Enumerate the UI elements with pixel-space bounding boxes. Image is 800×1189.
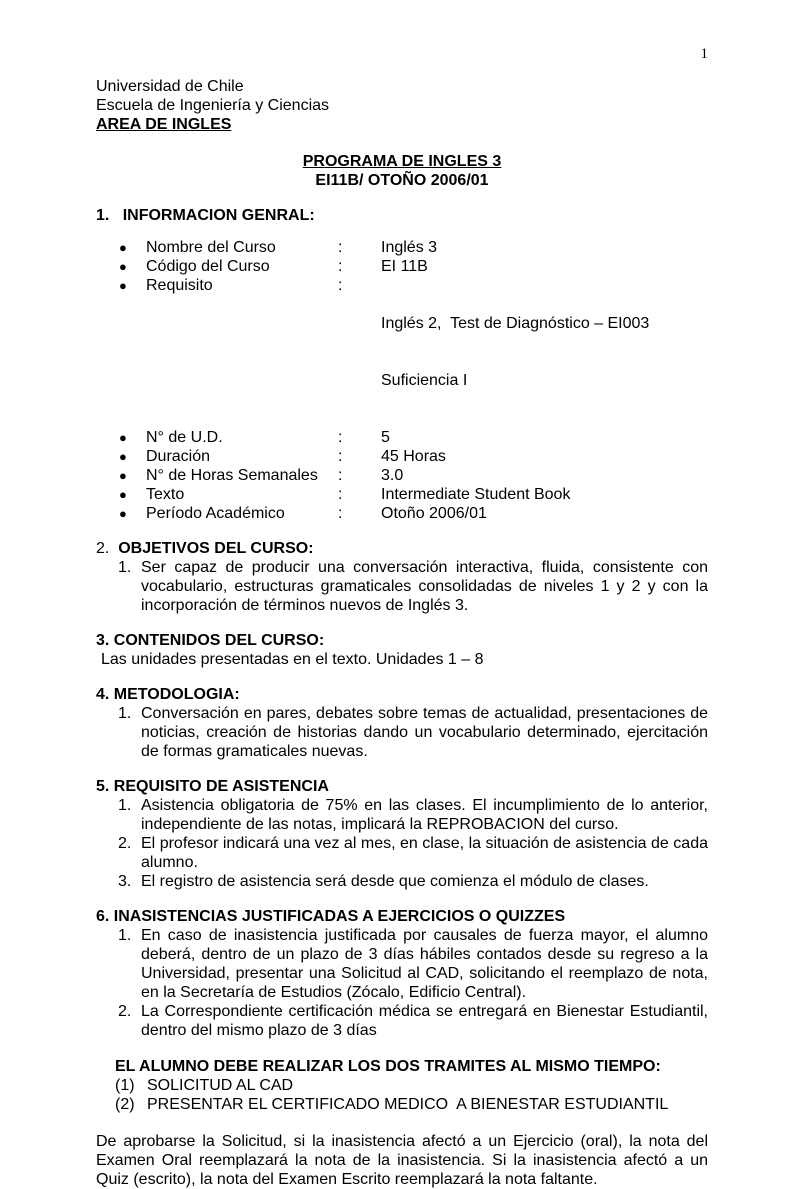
bullet-icon: ● bbox=[119, 278, 127, 293]
item-text: SOLICITUD AL CAD bbox=[147, 1077, 294, 1094]
item-text: Asistencia obligatoria de 75% en las clases. El incumplimiento de lo anterior, independiente de las notas, implicará la REPROBACION del curso. bbox=[141, 797, 708, 833]
section-requisito-asistencia bbox=[96, 777, 708, 891]
section-number: 2. bbox=[96, 540, 119, 557]
item-number: (2) bbox=[115, 1096, 135, 1113]
section-contenidos bbox=[96, 631, 708, 669]
info-label: N° de Horas Semanales bbox=[146, 467, 318, 484]
section-number: 5. bbox=[96, 778, 114, 795]
list-item bbox=[96, 834, 708, 872]
item-number: 1. bbox=[118, 797, 132, 814]
letterhead-school: Escuela de Ingeniería y Ciencias bbox=[96, 97, 330, 114]
item-text: En caso de inasistencia justificada por causales de fuerza mayor, el alumno deberá, dentro de un plazo de 3 días hábiles contados desde su regreso a la Universidad, presentar una Solicitud al CAD, solicitando el reemplazo de nota, en la Secretaría de Estudios (Zócalo, Edificio Central). bbox=[141, 927, 708, 1001]
section-heading bbox=[96, 206, 708, 225]
info-label: Texto bbox=[146, 486, 185, 503]
notice-heading: EL ALUMNO DEBE REALIZAR LOS DOS TRAMITES AL MISMO TIEMPO: bbox=[115, 1058, 661, 1075]
bullet-icon: ● bbox=[119, 430, 127, 445]
section-objetivos bbox=[96, 539, 708, 615]
bullet-icon: ● bbox=[119, 259, 127, 274]
info-value: 3.0 bbox=[381, 467, 404, 484]
item-text: Ser capaz de producir una conversación interactiva, fluida, consistente con vocabulario, estructuras gramaticales consolidadas de niveles 1 y 2 y con la incorporación de términos nuevos de Inglés 3. bbox=[141, 559, 708, 614]
section-informacion-general bbox=[96, 206, 708, 523]
info-value: EI 11B bbox=[381, 258, 428, 275]
item-number: 1. bbox=[118, 705, 132, 722]
info-row-periodo bbox=[96, 504, 708, 523]
bullet-icon: ● bbox=[119, 487, 127, 502]
item-number: 2. bbox=[118, 1003, 132, 1020]
section-title: CONTENIDOS DEL CURSO: bbox=[113, 632, 325, 649]
notice-block bbox=[96, 1057, 708, 1114]
item-number: 1. bbox=[118, 927, 132, 944]
list-item bbox=[96, 796, 708, 834]
section-inasistencias bbox=[96, 907, 708, 1040]
info-value: Inglés 3 bbox=[381, 239, 438, 256]
info-row-ud bbox=[96, 428, 708, 447]
page-number: 1 bbox=[700, 46, 708, 62]
info-value: 45 Horas bbox=[381, 448, 446, 465]
list-item bbox=[96, 926, 708, 1002]
bullet-icon: ● bbox=[119, 240, 127, 255]
section-heading bbox=[96, 685, 708, 704]
section-heading bbox=[96, 777, 708, 796]
info-colon: : bbox=[338, 239, 343, 256]
section-title: INASISTENCIAS JUSTIFICADAS A EJERCICIOS O QUIZZES bbox=[113, 908, 566, 925]
item-text: El registro de asistencia será desde que comienza el módulo de clases. bbox=[141, 873, 649, 890]
info-row-horas-semanales bbox=[96, 466, 708, 485]
item-text: Conversación en pares, debates sobre temas de actualidad, presentaciones de noticias, creación de historias dando un vocabulario determinado, ejercitación de formas gramaticales nuevas. bbox=[141, 705, 708, 760]
item-number: 1. bbox=[118, 559, 132, 576]
doc-title-main: PROGRAMA DE INGLES 3 bbox=[302, 153, 502, 170]
info-label: Código del Curso bbox=[146, 258, 270, 275]
section-title: REQUISITO DE ASISTENCIA bbox=[113, 778, 329, 795]
list-item bbox=[96, 1002, 708, 1040]
section-heading bbox=[96, 907, 708, 926]
list-item bbox=[96, 704, 708, 761]
letterhead-university: Universidad de Chile bbox=[96, 78, 244, 95]
section-title: INFORMACION GENRAL: bbox=[122, 207, 315, 224]
bullet-icon: ● bbox=[119, 506, 127, 521]
section-number: 6. bbox=[96, 908, 114, 925]
info-label: Requisito bbox=[146, 277, 213, 294]
info-row-duracion bbox=[96, 447, 708, 466]
item-number: 3. bbox=[118, 873, 132, 890]
info-colon: : bbox=[338, 277, 343, 294]
info-value: 5 bbox=[381, 429, 390, 446]
info-label: N° de U.D. bbox=[146, 429, 223, 446]
letterhead bbox=[96, 77, 708, 134]
section-body: Las unidades presentadas en el texto. Unidades 1 – 8 bbox=[101, 651, 484, 668]
info-value-line2: Suficiencia I bbox=[381, 372, 468, 389]
info-row-texto bbox=[96, 485, 708, 504]
item-text: La Correspondiente certificación médica se entregará en Bienestar Estudiantil, dentro del mismo plazo de 3 días bbox=[141, 1003, 708, 1039]
doc-title bbox=[96, 152, 708, 190]
info-value: Intermediate Student Book bbox=[381, 486, 571, 503]
list-item bbox=[96, 872, 708, 891]
info-colon: : bbox=[338, 467, 343, 484]
bullet-icon: ● bbox=[119, 449, 127, 464]
info-value-line1: Inglés 2, Test de Diagnóstico – EI003 bbox=[381, 315, 650, 332]
section-title: OBJETIVOS DEL CURSO: bbox=[118, 540, 314, 557]
section-metodologia bbox=[96, 685, 708, 761]
doc-title-sub: EI11B/ OTOÑO 2006/01 bbox=[315, 172, 489, 189]
item-text: PRESENTAR EL CERTIFICADO MEDICO A BIENESTAR ESTUDIANTIL bbox=[147, 1096, 669, 1113]
info-label: Duración bbox=[146, 448, 211, 465]
section-heading bbox=[96, 631, 708, 650]
info-row-nombre bbox=[96, 238, 708, 257]
info-label: Período Académico bbox=[146, 505, 285, 522]
info-row-requisito bbox=[96, 276, 708, 428]
list-item bbox=[96, 558, 708, 615]
bullet-icon: ● bbox=[119, 468, 127, 483]
item-text: El profesor indicará una vez al mes, en clase, la situación de asistencia de cada alumno. bbox=[141, 835, 708, 871]
section-number: 4. bbox=[96, 686, 114, 703]
info-row-codigo bbox=[96, 257, 708, 276]
notice-item bbox=[115, 1095, 708, 1114]
letterhead-area: AREA DE INGLES bbox=[96, 116, 232, 133]
course-info-list bbox=[96, 238, 708, 523]
info-colon: : bbox=[338, 486, 343, 503]
info-colon: : bbox=[338, 448, 343, 465]
info-colon: : bbox=[338, 258, 343, 275]
closing-paragraph: De aprobarse la Solicitud, si la inasistencia afectó a un Ejercicio (oral), la nota del Examen Oral reemplazará la nota de la inasistencia. Si la inasistencia afectó a un Quiz (escrito), la nota del Examen Escrito reemplazará la nota faltante. bbox=[96, 1133, 708, 1188]
info-value bbox=[381, 276, 708, 428]
item-number: 2. bbox=[118, 835, 132, 852]
info-colon: : bbox=[338, 505, 343, 522]
item-number: (1) bbox=[115, 1077, 135, 1094]
info-label: Nombre del Curso bbox=[146, 239, 276, 256]
info-value: Otoño 2006/01 bbox=[381, 505, 487, 522]
notice-item bbox=[115, 1076, 708, 1095]
section-number: 3. bbox=[96, 632, 114, 649]
section-title: METODOLOGIA: bbox=[113, 686, 240, 703]
section-number: 1. bbox=[96, 207, 123, 224]
info-colon: : bbox=[338, 429, 343, 446]
section-heading bbox=[96, 539, 708, 558]
